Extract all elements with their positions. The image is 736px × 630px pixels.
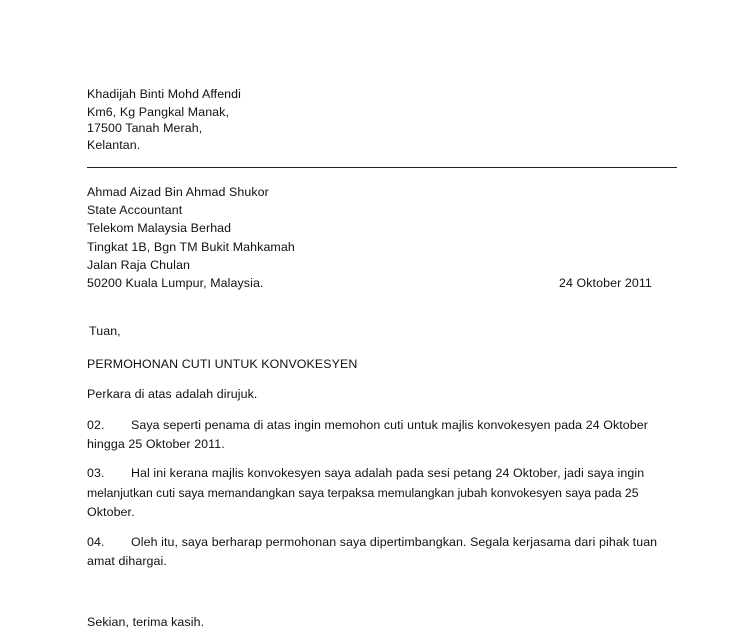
letter-date: 24 Oktober 2011 xyxy=(559,276,652,290)
sender-address-line-1: Km6, Kg Pangkal Manak, xyxy=(87,105,230,119)
paragraph-04-line-2: amat dihargai. xyxy=(87,554,167,568)
paragraph-text: Hal ini kerana majlis konvokesyen saya adalah pada sesi petang 24 Oktober, jadi saya ingin xyxy=(131,466,645,480)
paragraph-03-line-3: Oktober. xyxy=(87,505,135,519)
reference-line: Perkara di atas adalah dirujuk. xyxy=(87,387,258,401)
sender-address-line-3: Kelantan. xyxy=(87,138,141,152)
recipient-address-line-2: Jalan Raja Chulan xyxy=(87,258,190,272)
paragraph-number: 03. xyxy=(87,466,105,480)
recipient-name: Ahmad Aizad Bin Ahmad Shukor xyxy=(87,185,269,199)
header-divider xyxy=(87,167,677,168)
paragraph-02-line-1 xyxy=(87,418,648,433)
paragraph-03-line-2: melanjutkan cuti saya memandangkan saya terpaksa memulangkan jubah konvokesyen saya pada 25 xyxy=(87,486,639,500)
paragraph-03-line-1 xyxy=(87,466,644,481)
sender-address-line-2: 17500 Tanah Merah, xyxy=(87,121,203,135)
paragraph-text: Oleh itu, saya berharap permohonan saya dipertimbangkan. Segala kerjasama dari pihak tuan xyxy=(131,535,658,549)
subject: PERMOHONAN CUTI UNTUK KONVOKESYEN xyxy=(87,357,358,371)
sender-name: Khadijah Binti Mohd Affendi xyxy=(87,87,242,101)
recipient-company: Telekom Malaysia Berhad xyxy=(87,221,232,235)
paragraph-02-line-2: hingga 25 Oktober 2011. xyxy=(87,437,225,451)
paragraph-04-line-1 xyxy=(87,535,657,550)
paragraph-text: Saya seperti penama di atas ingin memohon cuti untuk majlis konvokesyen pada 24 Oktober xyxy=(131,418,649,432)
paragraph-number: 02. xyxy=(87,418,105,432)
salutation: Tuan, xyxy=(89,324,121,338)
recipient-title: State Accountant xyxy=(87,203,183,217)
paragraph-number: 04. xyxy=(87,535,105,549)
recipient-address-line-1: Tingkat 1B, Bgn TM Bukit Mahkamah xyxy=(87,240,295,254)
closing: Sekian, terima kasih. xyxy=(87,615,205,629)
recipient-address-line-3: 50200 Kuala Lumpur, Malaysia. xyxy=(87,276,264,290)
